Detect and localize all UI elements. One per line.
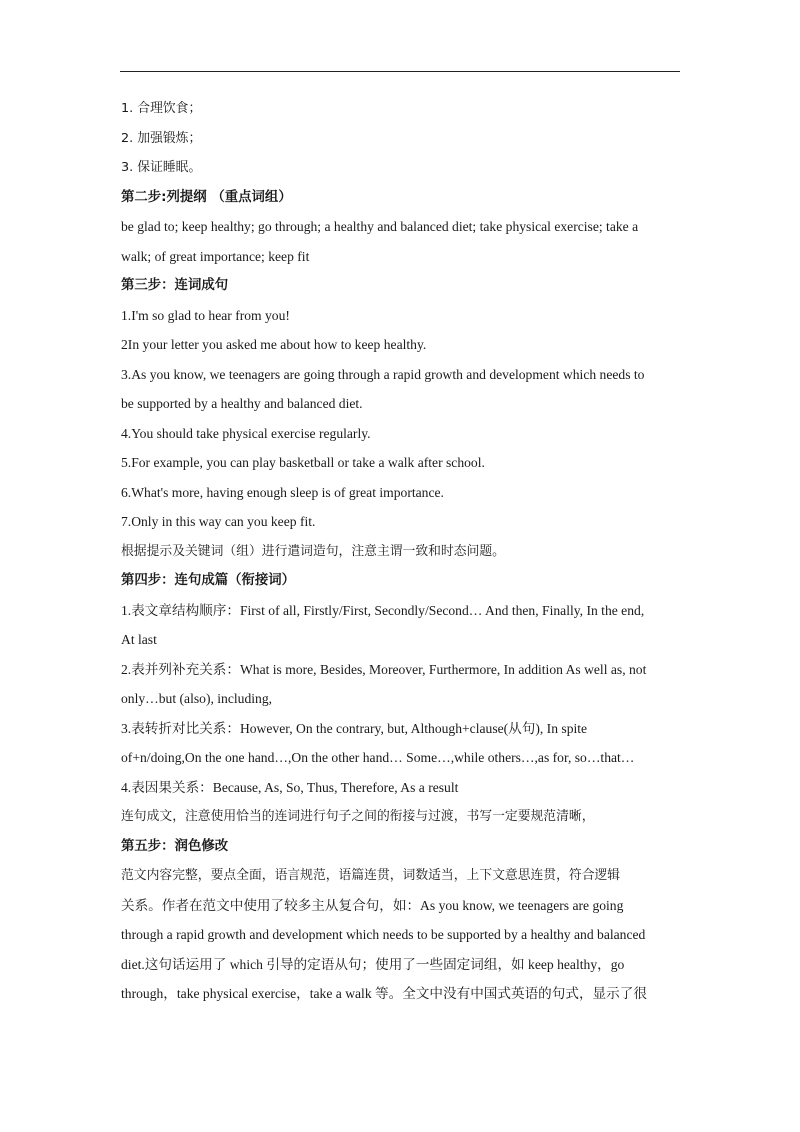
step3-line: 5.For example, you can play basketball or take a walk after school. <box>121 455 485 470</box>
step4-note: 连句成文，注意使用恰当的连词进行句子之间的衔接与过渡，书写一定要规范清晰， <box>121 809 595 824</box>
step4-line: 2.表并列补充关系：What is more, Besides, Moreover, Furthermore, In addition As well as, not <box>121 661 647 677</box>
step4-line: At last <box>121 632 157 647</box>
step3-line: be supported by a healthy and balanced diet. <box>121 396 363 411</box>
step2-line: be glad to; keep healthy; go through; a healthy and balanced diet; take physical exercise; take a <box>121 219 639 234</box>
step4-heading: 第四步：连句成篇（衔接词） <box>121 573 296 588</box>
step3-line: 6.What's more, having enough sleep is of great importance. <box>121 484 444 500</box>
step4-line: of+n/doing,On the one hand…,On the other hand… Some…,while others…,as for, so…that… <box>121 750 635 765</box>
step3-line: 2In your letter you asked me about how to keep healthy. <box>121 337 427 352</box>
step3-line: 1.I'm so glad to hear from you! <box>121 307 290 323</box>
step5-line: diet.这句话运用了 which 引导的定语从句；使用了一些固定词组，如 keep healthy，go <box>121 956 625 972</box>
step4-line: 3.表转折对比关系：However, On the contrary, but, Although+clause(从句), In spite <box>121 720 588 736</box>
step2-heading: 第二步:列提纲 （重点词组） <box>121 189 292 205</box>
step5-heading: 第五步：润色修改 <box>121 838 229 854</box>
step5-line: through a rapid growth and development which needs to be supported by a healthy and balanced <box>121 927 646 942</box>
step5-line: 范文内容完整，要点全面，语言规范，语篇连贯，词数适当，上下文意思连贯，符合逻辑 <box>121 868 621 883</box>
step5-line: through，take physical exercise，take a walk 等。全文中没有中国式英语的句式，显示了很 <box>121 986 647 1001</box>
step5-line: 关系。作者在范文中使用了较多主从复合句，如：As you know, we teenagers are going <box>121 897 624 913</box>
header-rule <box>120 71 680 72</box>
step4-line: 4.表因果关系：Because, As, So, Thus, Therefore, As a result <box>121 779 459 795</box>
step2-line: walk; of great importance; keep fit <box>121 248 310 264</box>
list-item: 2. 加强锻炼； <box>121 130 202 146</box>
list-item: 1. 合理饮食； <box>121 101 202 116</box>
step3-line: 4.You should take physical exercise regularly. <box>121 425 371 441</box>
list-item: 3. 保证睡眠。 <box>121 160 202 175</box>
step3-line: 7.Only in this way can you keep fit. <box>121 514 316 529</box>
step4-line: 1.表文章结构顺序：First of all, Firstly/First, Secondly/Second… And then, Finally, In the end, <box>121 602 645 618</box>
step3-line: 3.As you know, we teenagers are going through a rapid growth and development which needs to <box>121 366 645 382</box>
step4-line: only…but (also), including, <box>121 691 273 706</box>
document-body <box>121 94 681 1009</box>
step3-heading: 第三步：连词成句 <box>121 278 229 293</box>
step3-note: 根据提示及关键词（组）进行遣词造句，注意主谓一致和时态问题。 <box>121 543 505 559</box>
